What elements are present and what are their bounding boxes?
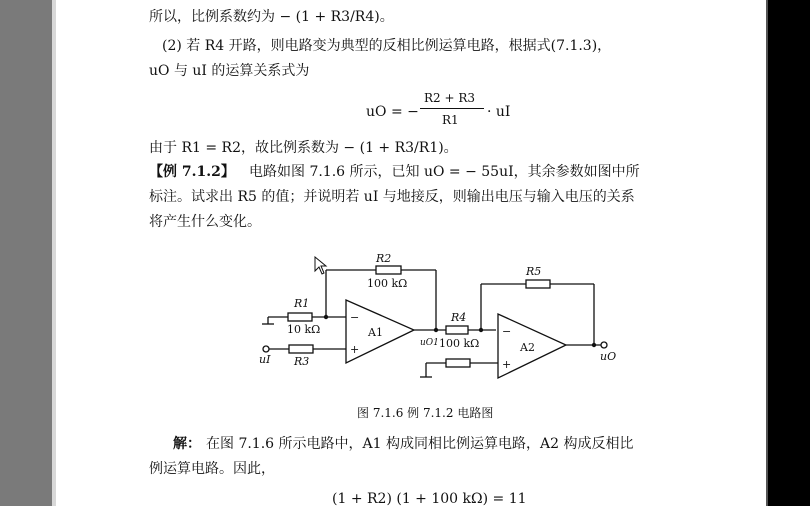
a1-plus: +	[350, 343, 360, 356]
solution-tag: 解：	[173, 436, 201, 452]
equation-denominator: R1	[442, 113, 459, 127]
scrollbar[interactable]	[766, 0, 810, 506]
label-r1: R1	[294, 297, 310, 310]
label-r4-value: 100 kΩ	[439, 337, 480, 350]
example-line-2: 标注。试求出 R5 的值；并说明若 uI 与地接反，则输出电压与输入电压的关系	[149, 189, 635, 205]
scrollbar-track[interactable]	[766, 0, 810, 506]
label-uo1: uO1	[420, 338, 439, 348]
label-a1: A1	[368, 326, 383, 339]
bottom-equation: (1 + R2) (1 + 100 kΩ) = 11	[332, 491, 527, 506]
label-uo: uO	[600, 350, 617, 363]
equation-tail: · uI	[487, 104, 511, 120]
label-r2-value: 100 kΩ	[367, 277, 408, 290]
label-r2: R2	[376, 252, 392, 265]
example-tag: 【例 7.1.2】	[149, 164, 235, 180]
solution-line-2: 例运算电路。因此，	[149, 461, 275, 477]
label-r3: R3	[294, 355, 310, 368]
equation-lhs: uO = −	[366, 104, 419, 120]
example-line-1: 电路如图 7.1.6 所示，已知 uO = − 55uI，其余参数如图中所	[249, 164, 640, 180]
text-line-1: 所以，比例系数约为 − (1 + R3/R4)。	[149, 9, 394, 25]
label-r5: R5	[526, 265, 542, 278]
solution-line-1: 在图 7.1.6 所示电路中，A1 构成同相比例运算电路，A2 构成反相比	[206, 436, 634, 452]
figure-caption: 图 7.1.6 例 7.1.2 电路图	[357, 406, 494, 420]
text-line-3: uO 与 uI 的运算关系式为	[149, 63, 310, 79]
a2-minus: −	[502, 325, 512, 338]
label-r1-value: 10 kΩ	[287, 323, 321, 336]
scrollbar-thumb[interactable]	[766, 0, 768, 506]
left-panel	[0, 0, 56, 506]
mouse-cursor-icon	[314, 256, 328, 276]
a2-plus: +	[502, 358, 512, 371]
text-line-4: 由于 R1 = R2，故比例系数为 − (1 + R3/R1)。	[149, 140, 458, 156]
a1-minus: −	[350, 311, 360, 324]
document-page[interactable]	[56, 0, 766, 506]
text-line-2: (2) 若 R4 开路，则电路变为典型的反相比例运算电路，根据式(7.1.3)，	[162, 38, 612, 54]
circuit-diagram	[56, 0, 766, 506]
label-r4: R4	[451, 311, 467, 324]
label-a2: A2	[520, 341, 535, 354]
label-ui: uI	[259, 353, 271, 366]
example-line-3: 将产生什么变化。	[149, 214, 261, 230]
equation-numerator: R2 + R3	[424, 91, 476, 105]
